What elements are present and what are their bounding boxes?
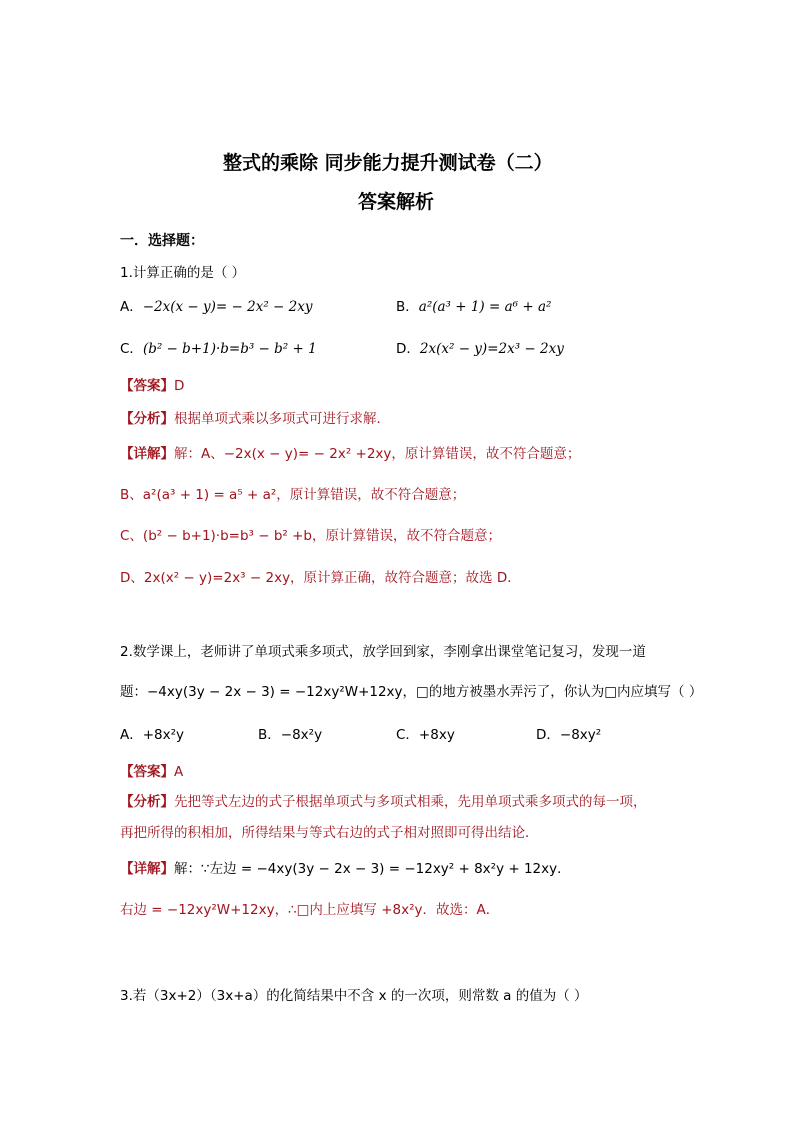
q2-answer-value: A — [174, 764, 184, 780]
q1-option-c-label: C． — [120, 341, 143, 357]
q1-stem: 1.计算正确的是（ ） — [120, 265, 246, 281]
section-heading: 一．选择题： — [120, 233, 204, 249]
q2-analysis-line1 — [120, 790, 647, 810]
q2-analysis-label: 【分析】 — [120, 794, 174, 810]
q2-detail-line2: 右边 = −12xy²W+12xy，∴□内上应填写 +8x²y．故选：A． — [120, 902, 500, 918]
q1-detail-b: B、a²(a³ + 1) = a⁵ + a²，原计算错误，故不符合题意； — [120, 487, 466, 503]
q2-detail-line1-text: 解：∵左边 = −4xy(3y − 2x − 3) = −12xy² + 8x²y + 12xy． — [174, 861, 571, 877]
q1-option-b — [396, 295, 551, 315]
q1-analysis-text: 根据单项式乘以多项式可进行求解． — [174, 411, 390, 427]
q2-option-d: D．−8xy² — [536, 727, 602, 743]
q1-option-d-label: D． — [396, 341, 420, 357]
q3-stem: 3.若（3x+2）（3x+a）的化简结果中不含 x 的一次项，则常数 a 的值为（ ） — [120, 988, 588, 1004]
q1-answer-label: 【答案】 — [120, 378, 174, 394]
q1-option-a-expr: −2x(x − y)= − 2x² − 2xy — [142, 299, 313, 315]
q1-option-a — [120, 295, 312, 315]
q1-option-c — [120, 337, 317, 357]
q2-analysis-line2: 再把所得的积相加，所得结果与等式右边的式子相对照即可得出结论． — [120, 825, 539, 841]
q1-option-b-label: B． — [396, 299, 419, 315]
q2-option-b: B．−8x²y — [258, 727, 323, 743]
q1-option-c-expr: (b² − b+1)·b=b³ − b² + 1 — [142, 341, 317, 357]
q2-detail-line1 — [120, 857, 571, 877]
q2-analysis-text: 先把等式左边的式子根据单项式与多项式相乘，先用单项式乘多项式的每一项， — [174, 794, 647, 810]
q1-detail-d: D、2x(x² − y)=2x³ − 2xy，原计算正确，故符合题意；故选 D． — [120, 570, 521, 586]
q1-detail-a-text: 解：A、−2x(x − y)= − 2x² +2xy，原计算错误，故不符合题意； — [174, 446, 581, 462]
q2-stem-line2: 题：−4xy(3y − 2x − 3) = −12xy²W+12xy，□的地方被墨水弄污了，你认为□内应填写（ ） — [120, 684, 703, 700]
q1-option-b-expr: a²(a³ + 1) = a⁶ + a² — [418, 299, 552, 315]
q2-option-a: A．+8x²y — [120, 727, 185, 743]
document-subtitle: 答案解析 — [358, 191, 435, 213]
q1-answer — [120, 374, 184, 394]
q1-option-a-label: A． — [120, 299, 143, 315]
q1-option-d-expr: 2x(x² − y)=2x³ − 2xy — [419, 341, 564, 357]
q1-detail-c: C、(b² − b+1)·b=b³ − b² +b，原计算错误，故不符合题意； — [120, 528, 502, 544]
document-title: 整式的乘除 同步能力提升测试卷（二） — [223, 152, 553, 174]
q1-detail-a — [120, 442, 580, 462]
q2-detail-label: 【详解】 — [120, 861, 174, 877]
q2-answer-label: 【答案】 — [120, 764, 174, 780]
q1-analysis-label: 【分析】 — [120, 411, 174, 427]
q2-option-c: C．+8xy — [396, 727, 455, 743]
q1-analysis — [120, 407, 390, 427]
q2-answer — [120, 760, 183, 780]
q1-detail-label: 【详解】 — [120, 446, 174, 462]
q1-option-d — [396, 337, 564, 357]
q1-answer-value: D — [174, 378, 185, 394]
q2-stem-line1: 2.数学课上，老师讲了单项式乘多项式，放学回到家，李刚拿出课堂笔记复习，发现一道 — [120, 644, 646, 660]
